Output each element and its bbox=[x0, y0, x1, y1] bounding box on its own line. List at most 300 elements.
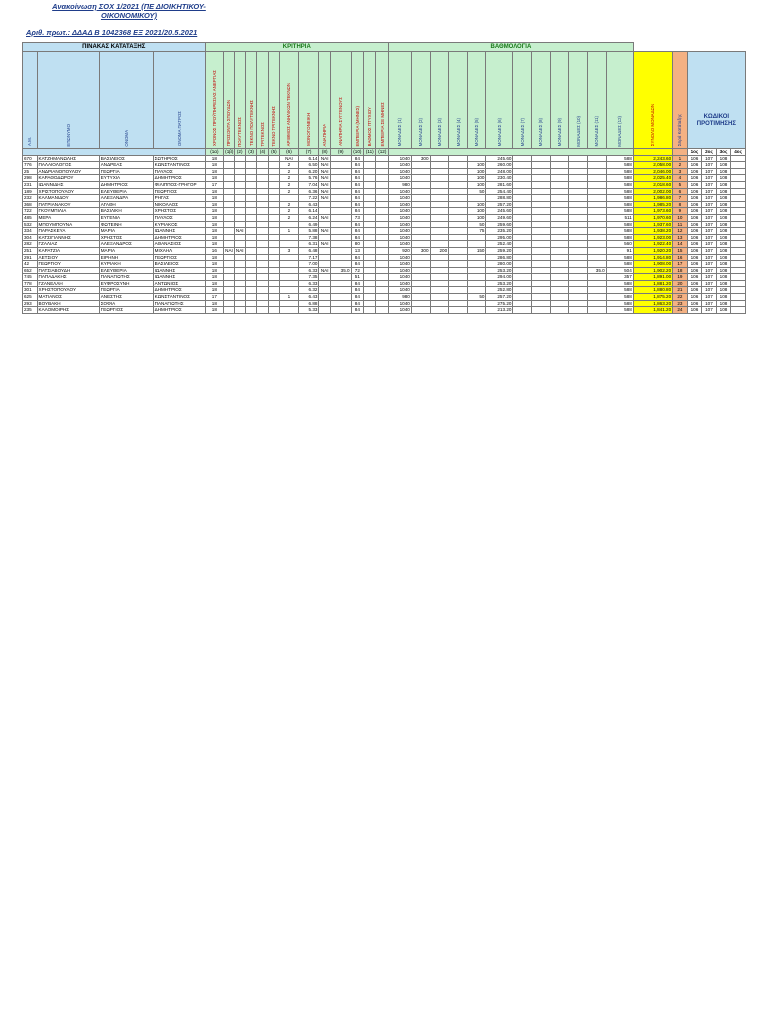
cell-s1: 1040 bbox=[389, 274, 412, 281]
cell-surname: ΠΑΤΡΙΑΝΑΚΟΥ bbox=[37, 201, 99, 208]
cell-c7: 2 bbox=[280, 175, 299, 182]
table-row bbox=[23, 208, 746, 215]
col-num: (5) bbox=[268, 149, 279, 156]
cell-c3 bbox=[234, 267, 245, 274]
cell-c5 bbox=[257, 247, 268, 254]
cell-c11: 84 bbox=[351, 294, 363, 301]
table-row bbox=[23, 195, 746, 202]
cell-c13 bbox=[376, 234, 389, 241]
cell-surname: ΜΠΟΥΜΠΟΥΝΑ bbox=[37, 221, 99, 228]
cell-s1: 1040 bbox=[389, 208, 412, 215]
cell-s4 bbox=[449, 221, 468, 228]
cell-c5 bbox=[257, 300, 268, 307]
cell-s12: 91 bbox=[606, 247, 633, 254]
col-header-c7: ΑΡΙΘΜΟΣ ΑΝΗΛΙΚΩΝ ΤΕΚΝΩΝ bbox=[286, 83, 292, 147]
cell-s2 bbox=[411, 300, 430, 307]
cell-c5 bbox=[257, 221, 268, 228]
cell-c9 bbox=[319, 208, 330, 215]
cell-surname: ΧΡΙΣΤΟΠΟΥΛΟΥ bbox=[37, 188, 99, 195]
cell-s1: 1040 bbox=[389, 241, 412, 248]
col-num: (3) bbox=[245, 149, 256, 156]
cell-c1: 18 bbox=[205, 195, 224, 202]
cell-s4 bbox=[449, 162, 468, 169]
cell-p1: 106 bbox=[687, 294, 702, 301]
cell-c2 bbox=[224, 201, 234, 208]
pref-num: 2ος bbox=[702, 149, 717, 156]
cell-c6 bbox=[268, 300, 279, 307]
cell-s1: 1040 bbox=[389, 254, 412, 261]
cell-c3 bbox=[234, 294, 245, 301]
cell-c1: 18 bbox=[205, 214, 224, 221]
cell-sum: 1,891.00 bbox=[633, 274, 672, 281]
table-row bbox=[23, 201, 746, 208]
col-header-c11: ΕΜΠΕΙΡΙΑ (ΜΗΝΕΣ) bbox=[354, 105, 360, 147]
cell-s5 bbox=[467, 274, 486, 281]
cell-s9 bbox=[550, 168, 569, 175]
table-row bbox=[23, 228, 746, 235]
cell-s2 bbox=[411, 221, 430, 228]
cell-p1: 106 bbox=[687, 175, 702, 182]
col-header-c8: ΜΟΝΟΓΟΝΕΙΚΗ bbox=[306, 113, 312, 147]
cell-p4 bbox=[731, 155, 746, 162]
cell-c6 bbox=[268, 247, 279, 254]
cell-s7 bbox=[513, 247, 532, 254]
cell-c11: 84 bbox=[351, 195, 363, 202]
cell-s10 bbox=[569, 155, 588, 162]
cell-p3: 108 bbox=[716, 254, 731, 261]
cell-s8 bbox=[532, 175, 551, 182]
cell-sum: 1,863.20 bbox=[633, 300, 672, 307]
cell-s8 bbox=[532, 247, 551, 254]
cell-s9 bbox=[550, 208, 569, 215]
cell-s8 bbox=[532, 155, 551, 162]
cell-s10 bbox=[569, 261, 588, 268]
col-num: (8) bbox=[319, 149, 330, 156]
cell-s5: 100 bbox=[467, 201, 486, 208]
cell-s1: 1040 bbox=[389, 261, 412, 268]
cell-p1: 106 bbox=[687, 287, 702, 294]
cell-c12 bbox=[364, 287, 376, 294]
cell-c2 bbox=[224, 254, 234, 261]
cell-s12: 357 bbox=[606, 274, 633, 281]
cell-c4 bbox=[245, 168, 256, 175]
cell-surname: ΚΑΛΟΜΟΙΡΗΣ bbox=[37, 307, 99, 314]
cell-c4 bbox=[245, 294, 256, 301]
cell-p2: 107 bbox=[702, 261, 717, 268]
cell-c1: 18 bbox=[205, 175, 224, 182]
cell-p2: 107 bbox=[702, 162, 717, 169]
cell-c8: 7.22 bbox=[298, 195, 319, 202]
cell-p2: 107 bbox=[702, 300, 717, 307]
cell-s11 bbox=[588, 188, 607, 195]
cell-s1: 1040 bbox=[389, 162, 412, 169]
cell-c12 bbox=[364, 280, 376, 287]
cell-sum: 1,902.20 bbox=[633, 267, 672, 274]
cell-c5 bbox=[257, 267, 268, 274]
cell-s11 bbox=[588, 287, 607, 294]
cell-father: ΔΗΜΗΤΡΙΟΣ bbox=[153, 175, 205, 182]
cell-c13 bbox=[376, 280, 389, 287]
cell-s1: 920 bbox=[389, 247, 412, 254]
cell-s8 bbox=[532, 241, 551, 248]
cell-s11 bbox=[588, 208, 607, 215]
cell-c13 bbox=[376, 300, 389, 307]
cell-s10 bbox=[569, 280, 588, 287]
cell-s11 bbox=[588, 261, 607, 268]
col-num: (11) bbox=[364, 149, 376, 156]
cell-c12 bbox=[364, 274, 376, 281]
cell-father: ΜΙΧΑΗΛ bbox=[153, 247, 205, 254]
cell-c8: 6.24 bbox=[298, 214, 319, 221]
cell-c10 bbox=[330, 195, 351, 202]
cell-s5: 100 bbox=[467, 168, 486, 175]
cell-father: ΑΝΤΩΝΙΟΣ bbox=[153, 280, 205, 287]
cell-c13 bbox=[376, 162, 389, 169]
col-num: (4) bbox=[257, 149, 268, 156]
cell-c5 bbox=[257, 280, 268, 287]
cell-surname: ΠΑΤΣΙΑΒΟΥΔΗ bbox=[37, 267, 99, 274]
cell-p2: 107 bbox=[702, 228, 717, 235]
cell-name: ΑΝΕΣΤΗΣ bbox=[99, 294, 153, 301]
cell-seq: 14 bbox=[673, 241, 688, 248]
cell-c11: 84 bbox=[351, 201, 363, 208]
cell-c13 bbox=[376, 228, 389, 235]
cell-c13 bbox=[376, 247, 389, 254]
cell-name: ΑΛΕΞΑΝΔΡΑ bbox=[99, 195, 153, 202]
cell-p2: 107 bbox=[702, 181, 717, 188]
cell-c7: 2 bbox=[280, 188, 299, 195]
cell-c9 bbox=[319, 287, 330, 294]
cell-c10 bbox=[330, 221, 351, 228]
cell-s8 bbox=[532, 267, 551, 274]
cell-p4 bbox=[731, 294, 746, 301]
group-scores: ΒΑΘΜΟΛΟΓΙΑ bbox=[389, 43, 634, 52]
cell-p1: 106 bbox=[687, 241, 702, 248]
cell-c3 bbox=[234, 214, 245, 221]
col-num: (10) bbox=[351, 149, 363, 156]
cell-s12: 588 bbox=[606, 195, 633, 202]
cell-c13 bbox=[376, 195, 389, 202]
cell-s6: 281.60 bbox=[486, 181, 513, 188]
cell-s12: 588 bbox=[606, 228, 633, 235]
cell-father: ΔΗΜΗΤΡΙΟΣ bbox=[153, 307, 205, 314]
cell-s4 bbox=[449, 241, 468, 248]
cell-am: 670 bbox=[23, 155, 38, 162]
col-header-c3: ΠΟΛΥΤΕΚΝΟΣ bbox=[237, 116, 243, 147]
cell-p4 bbox=[731, 247, 746, 254]
cell-name: ΦΩΤΕΙΝΗ bbox=[99, 221, 153, 228]
cell-c11: 84 bbox=[351, 181, 363, 188]
cell-s9 bbox=[550, 234, 569, 241]
cell-c6 bbox=[268, 175, 279, 182]
cell-p2: 107 bbox=[702, 208, 717, 215]
cell-c8: 7.04 bbox=[298, 181, 319, 188]
cell-c1: 18 bbox=[205, 228, 224, 235]
table-row bbox=[23, 267, 746, 274]
cell-p1: 106 bbox=[687, 188, 702, 195]
cell-am: 778 bbox=[23, 280, 38, 287]
cell-c3 bbox=[234, 155, 245, 162]
cell-s10 bbox=[569, 228, 588, 235]
cell-c4 bbox=[245, 254, 256, 261]
cell-s8 bbox=[532, 221, 551, 228]
cell-s8 bbox=[532, 307, 551, 314]
cell-c5 bbox=[257, 294, 268, 301]
cell-c7 bbox=[280, 300, 299, 307]
cell-s10 bbox=[569, 274, 588, 281]
pref-num: 1ος bbox=[687, 149, 702, 156]
cell-sum: 1,973.60 bbox=[633, 208, 672, 215]
cell-father: ΓΕΩΡΓΙΟΣ bbox=[153, 254, 205, 261]
cell-c12 bbox=[364, 162, 376, 169]
cell-c11: 84 bbox=[351, 254, 363, 261]
cell-father: ΡΗΓΑΣ bbox=[153, 195, 205, 202]
cell-c8: 5.88 bbox=[298, 228, 319, 235]
cell-p3: 108 bbox=[716, 221, 731, 228]
cell-c6 bbox=[268, 254, 279, 261]
cell-c9 bbox=[319, 261, 330, 268]
cell-c4 bbox=[245, 208, 256, 215]
cell-c11: 84 bbox=[351, 300, 363, 307]
cell-c1: 18 bbox=[205, 274, 224, 281]
cell-s7 bbox=[513, 234, 532, 241]
cell-c6 bbox=[268, 267, 279, 274]
cell-sum: 1,970.60 bbox=[633, 214, 672, 221]
cell-s7 bbox=[513, 294, 532, 301]
cell-p1: 106 bbox=[687, 181, 702, 188]
cell-c4 bbox=[245, 267, 256, 274]
num-blank bbox=[673, 149, 688, 156]
cell-s7 bbox=[513, 261, 532, 268]
table-row bbox=[23, 294, 746, 301]
cell-surname: ΓΖΑΛΙΑΖ bbox=[37, 241, 99, 248]
cell-s6: 230.40 bbox=[486, 175, 513, 182]
cell-s4 bbox=[449, 214, 468, 221]
cell-s9 bbox=[550, 228, 569, 235]
cell-am: 485 bbox=[23, 214, 38, 221]
cell-s6: 235.20 bbox=[486, 228, 513, 235]
announcement-title: Ανακοίνωση ΣΟΧ 1/2021 (ΠΕ ΔΙΟΙΚΗΤΙΚΟΥ-ΟΙΚΟΝΟΜΙΚΟΥ) bbox=[52, 2, 206, 20]
cell-name: ΚΥΡΙΑΚΗ bbox=[99, 261, 153, 268]
cell-s6: 259.60 bbox=[486, 221, 513, 228]
cell-s12: 511 bbox=[606, 214, 633, 221]
col-header-c9: ΑΝΑΠΗΡΙΑ bbox=[322, 123, 328, 147]
cell-s2: 300 bbox=[411, 247, 430, 254]
col-header-seq: Σειρά Κατάταξης bbox=[677, 114, 683, 147]
cell-sum: 2,058.00 bbox=[633, 162, 672, 169]
col-header-s5: ΜΟΝΑΔΕΣ (5) bbox=[474, 118, 480, 147]
cell-s2 bbox=[411, 175, 430, 182]
protocol-number: Αριθ. πρωτ.: ΔΔΑΔ Β 1042368 ΕΞ 2021/20.5.2021 bbox=[26, 28, 198, 37]
cell-s12: 588 bbox=[606, 175, 633, 182]
cell-s12: 588 bbox=[606, 201, 633, 208]
cell-c10 bbox=[330, 274, 351, 281]
cell-s1: 1040 bbox=[389, 201, 412, 208]
cell-c6 bbox=[268, 168, 279, 175]
cell-c10 bbox=[330, 241, 351, 248]
cell-p4 bbox=[731, 181, 746, 188]
cell-sum: 1,937.60 bbox=[633, 221, 672, 228]
cell-c10 bbox=[330, 261, 351, 268]
cell-p1: 106 bbox=[687, 221, 702, 228]
table-row bbox=[23, 307, 746, 314]
cell-s6: 257.20 bbox=[486, 294, 513, 301]
cell-c8: 6.36 bbox=[298, 188, 319, 195]
cell-s4 bbox=[449, 261, 468, 268]
cell-p4 bbox=[731, 300, 746, 307]
cell-s8 bbox=[532, 214, 551, 221]
cell-s12: 588 bbox=[606, 155, 633, 162]
cell-am: 232 bbox=[23, 195, 38, 202]
cell-s8 bbox=[532, 234, 551, 241]
cell-c11: 73 bbox=[351, 214, 363, 221]
col-num: (12) bbox=[376, 149, 389, 156]
cell-am: 251 bbox=[23, 247, 38, 254]
table-row bbox=[23, 261, 746, 268]
cell-c5 bbox=[257, 162, 268, 169]
cell-s3 bbox=[430, 267, 449, 274]
table-row bbox=[23, 300, 746, 307]
cell-c9 bbox=[319, 300, 330, 307]
cell-c8: 6.33 bbox=[298, 267, 319, 274]
cell-am: 301 bbox=[23, 287, 38, 294]
cell-c8: 6.50 bbox=[298, 162, 319, 169]
cell-c6 bbox=[268, 201, 279, 208]
cell-c8: 6.14 bbox=[298, 208, 319, 215]
cell-c7 bbox=[280, 267, 299, 274]
cell-s6: 254.40 bbox=[486, 188, 513, 195]
table-row bbox=[23, 181, 746, 188]
ranking-sheet bbox=[22, 42, 746, 314]
table-row bbox=[23, 241, 746, 248]
group-empty bbox=[633, 43, 745, 52]
cell-s12: 588 bbox=[606, 294, 633, 301]
cell-c7 bbox=[280, 234, 299, 241]
col-header-s6: ΜΟΝΑΔΕΣ (6) bbox=[496, 118, 502, 147]
cell-c9 bbox=[319, 221, 330, 228]
cell-c13 bbox=[376, 287, 389, 294]
cell-c8: 6.49 bbox=[298, 221, 319, 228]
cell-c5 bbox=[257, 188, 268, 195]
col-num: (1β) bbox=[225, 149, 234, 154]
pref-num: 3ος bbox=[716, 149, 731, 156]
cell-p2: 107 bbox=[702, 155, 717, 162]
cell-s12: 588 bbox=[606, 188, 633, 195]
cell-c11: 84 bbox=[351, 307, 363, 314]
cell-c3 bbox=[234, 201, 245, 208]
cell-c8: 6.32 bbox=[298, 287, 319, 294]
cell-father: ΙΩΑΝΝΗΣ bbox=[153, 267, 205, 274]
cell-s2 bbox=[411, 241, 430, 248]
col-num: (9) bbox=[330, 149, 351, 156]
cell-s3 bbox=[430, 195, 449, 202]
cell-c13 bbox=[376, 274, 389, 281]
cell-s12: 588 bbox=[606, 254, 633, 261]
cell-c1: 18 bbox=[205, 300, 224, 307]
cell-s11 bbox=[588, 247, 607, 254]
cell-s1: 980 bbox=[389, 181, 412, 188]
table-row bbox=[23, 221, 746, 228]
cell-c10 bbox=[330, 201, 351, 208]
cell-c11: 84 bbox=[351, 234, 363, 241]
cell-p4 bbox=[731, 261, 746, 268]
cell-s10 bbox=[569, 162, 588, 169]
cell-s2 bbox=[411, 181, 430, 188]
cell-c6 bbox=[268, 274, 279, 281]
cell-s12: 588 bbox=[606, 234, 633, 241]
cell-c4 bbox=[245, 195, 256, 202]
cell-p2: 107 bbox=[702, 274, 717, 281]
cell-c1: 18 bbox=[205, 201, 224, 208]
cell-c9: ΝΑΙ bbox=[320, 228, 329, 234]
cell-s11 bbox=[588, 254, 607, 261]
cell-s7 bbox=[513, 155, 532, 162]
cell-c4 bbox=[245, 155, 256, 162]
cell-c6 bbox=[268, 221, 279, 228]
cell-p2: 107 bbox=[702, 247, 717, 254]
cell-c1: 18 bbox=[205, 267, 224, 274]
cell-s11 bbox=[588, 201, 607, 208]
cell-sum: 1,841.20 bbox=[633, 307, 672, 314]
cell-c9 bbox=[319, 247, 330, 254]
cell-s2 bbox=[411, 234, 430, 241]
cell-s1: 1040 bbox=[389, 155, 412, 162]
cell-s5: 150 bbox=[467, 247, 486, 254]
cell-s7 bbox=[513, 241, 532, 248]
cell-c4 bbox=[245, 307, 256, 314]
cell-p1: 106 bbox=[687, 201, 702, 208]
cell-father: ΒΑΣΙΛΕΙΟΣ bbox=[153, 261, 205, 268]
cell-father: ΑΘΑΝΑΣΙΟΣ bbox=[153, 241, 205, 248]
cell-c4 bbox=[245, 261, 256, 268]
cell-c3 bbox=[234, 261, 245, 268]
cell-s12: 504 bbox=[606, 267, 633, 274]
cell-s5 bbox=[467, 254, 486, 261]
cell-sum: 2,046.00 bbox=[633, 168, 672, 175]
cell-p2: 107 bbox=[702, 201, 717, 208]
cell-c12 bbox=[364, 228, 376, 235]
cell-c2 bbox=[224, 300, 234, 307]
cell-c3 bbox=[234, 287, 245, 294]
cell-c9: ΝΑΙ bbox=[320, 214, 329, 220]
cell-s4 bbox=[449, 300, 468, 307]
cell-p3: 108 bbox=[716, 162, 731, 169]
cell-s7 bbox=[513, 280, 532, 287]
cell-c7: 2 bbox=[280, 168, 299, 175]
cell-p1: 106 bbox=[687, 168, 702, 175]
cell-c3 bbox=[234, 195, 245, 202]
cell-c1: 18 bbox=[205, 254, 224, 261]
cell-s5: 50 bbox=[467, 294, 486, 301]
cell-s2 bbox=[411, 162, 430, 169]
cell-s8 bbox=[532, 274, 551, 281]
cell-s1: 1040 bbox=[389, 234, 412, 241]
cell-p4 bbox=[731, 201, 746, 208]
cell-c5 bbox=[257, 307, 268, 314]
cell-sum: 1,920.20 bbox=[633, 247, 672, 254]
cell-c12 bbox=[364, 175, 376, 182]
cell-s2 bbox=[411, 280, 430, 287]
cell-s4 bbox=[449, 254, 468, 261]
cell-s3 bbox=[430, 228, 449, 235]
cell-s10 bbox=[569, 168, 588, 175]
cell-father: ΠΑΝΑΓΙΩΤΗΣ bbox=[153, 300, 205, 307]
cell-am: 293 bbox=[23, 300, 38, 307]
cell-p4 bbox=[731, 175, 746, 182]
cell-s9 bbox=[550, 254, 569, 261]
cell-c4 bbox=[245, 247, 256, 254]
cell-s9 bbox=[550, 287, 569, 294]
